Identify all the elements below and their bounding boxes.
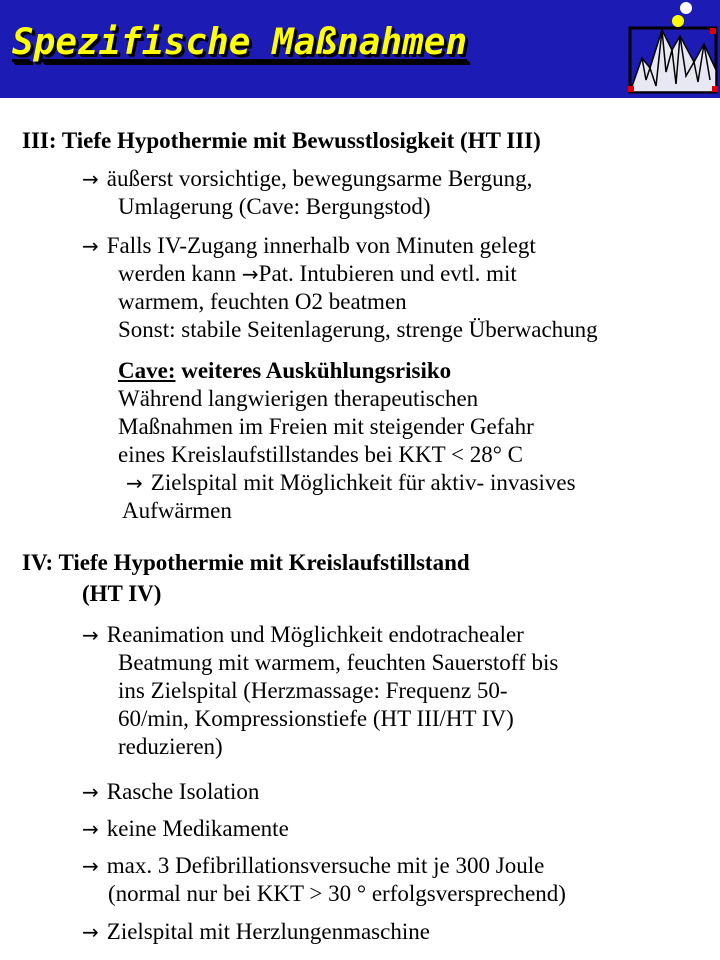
cave-line-5 <box>126 469 576 497</box>
ht4-heading-line-2: (HT IV) <box>82 581 162 606</box>
ht3-bullet-1-line-2: Umlagerung (Cave: Bergungstod) <box>118 194 431 219</box>
cave-heading <box>118 357 451 385</box>
arrow-right-icon: → <box>82 817 99 841</box>
cave-text: weiteres Auskühlungsrisiko <box>175 358 452 383</box>
header <box>0 0 720 98</box>
ht4-bullet-1-line-5: reduzieren) <box>118 734 223 759</box>
text: Rasche Isolation <box>106 779 260 804</box>
text: Zielspital mit Möglichkeit für aktiv- invasives <box>150 470 576 495</box>
text: max. 3 Defibrillationsversuche mit je 300 Joule <box>106 853 545 878</box>
ht3-heading: III: Tiefe Hypothermie mit Bewusstlosigkeit (HT III) <box>22 128 541 153</box>
cave-line-6: Aufwärmen <box>122 498 232 523</box>
cave-line-4: eines Kreislaufstillstandes bei KKT < 28° C <box>118 442 524 467</box>
text: Falls IV-Zugang innerhalb von Minuten gelegt <box>106 233 536 258</box>
text: Pat. Intubieren und evtl. mit <box>258 261 517 286</box>
text: Zielspital mit Herzlungenmaschine <box>106 919 430 944</box>
ht4-bullet-4-line-1 <box>82 852 544 880</box>
ht4-heading-line-1: IV: Tiefe Hypothermie mit Kreislaufstillstand <box>22 550 470 575</box>
cave-label: Cave: <box>118 358 176 383</box>
ht4-bullet-4-line-2: (normal nur bei KKT > 30 ° erfolgsversprechend) <box>108 881 566 906</box>
mountain-logo-icon <box>620 0 720 98</box>
arrow-right-icon: → <box>241 262 259 286</box>
text: äußerst vorsichtige, bewegungsarme Bergung, <box>106 166 533 191</box>
ht4-bullet-2 <box>82 778 259 806</box>
cave-line-3: Maßnahmen im Freien mit steigender Gefahr <box>118 414 534 439</box>
page-title: Spezifische Maßnahmen <box>12 22 468 63</box>
ht3-bullet-2-line-4: Sonst: stabile Seitenlagerung, strenge Überwachung <box>118 317 598 342</box>
ht4-bullet-1-line-1 <box>82 621 524 649</box>
ht4-bullet-1-line-2: Beatmung mit warmem, feuchten Sauerstoff bis <box>118 650 559 675</box>
text: Reanimation und Möglichkeit endotrachealer <box>106 622 524 647</box>
arrow-right-icon: → <box>82 623 99 647</box>
arrow-right-icon: → <box>82 780 99 804</box>
text: keine Medikamente <box>106 816 289 841</box>
ht4-bullet-3 <box>82 815 289 843</box>
text: werden kann <box>118 261 242 286</box>
arrow-right-icon: → <box>126 471 143 495</box>
ht3-bullet-1-line-1 <box>82 165 532 193</box>
ht3-bullet-2-line-1 <box>82 232 536 260</box>
arrow-right-icon: → <box>82 167 99 191</box>
arrow-right-icon: → <box>82 920 99 944</box>
ht4-bullet-1-line-4: 60/min, Kompressionstiefe (HT III/HT IV) <box>118 706 514 731</box>
ht3-bullet-2-line-2 <box>118 260 517 288</box>
arrow-right-icon: → <box>82 854 99 878</box>
ht4-bullet-1-line-3: ins Zielspital (Herzmassage: Frequenz 50- <box>118 678 508 703</box>
ht4-bullet-5 <box>82 918 430 946</box>
cave-line-2: Während langwierigen therapeutischen <box>118 386 479 411</box>
ht3-bullet-2-line-3: warmem, feuchten O2 beatmen <box>118 289 407 314</box>
arrow-right-icon: → <box>82 234 99 258</box>
